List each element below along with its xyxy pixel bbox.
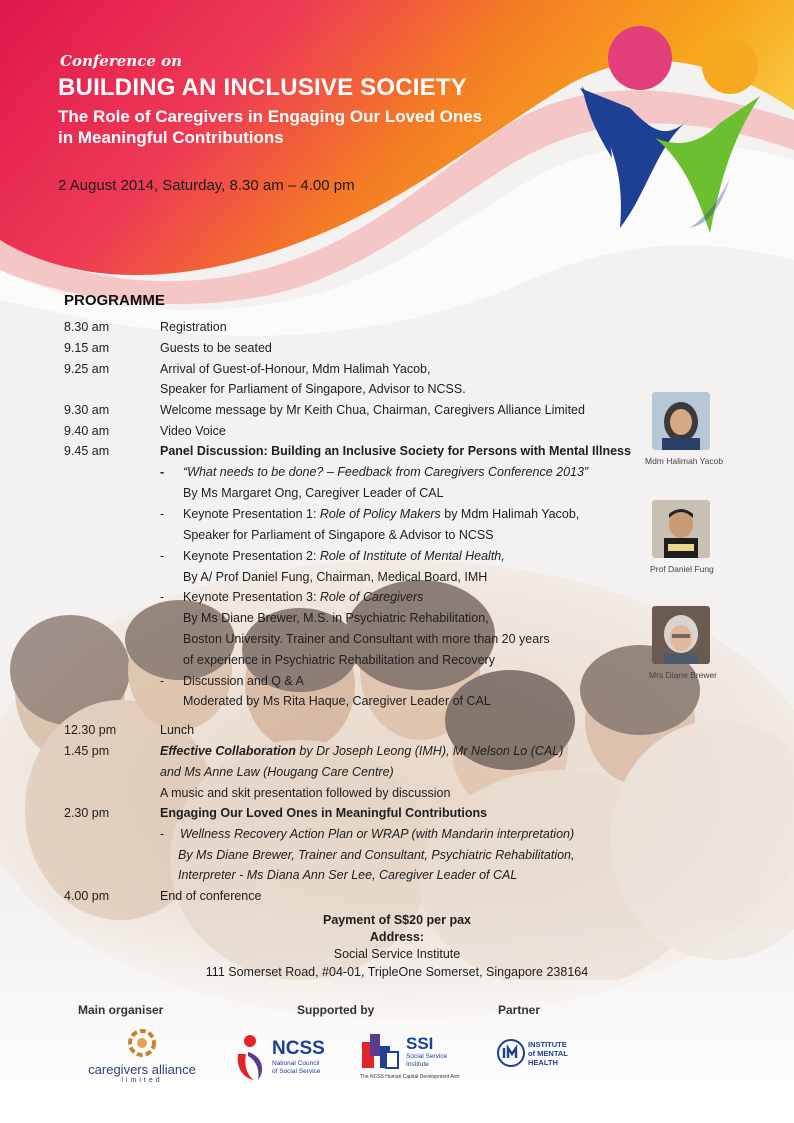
collab-title: Effective Collaboration [160, 744, 296, 758]
keynote-role: Role of Institute of Mental Health, [319, 549, 505, 563]
programme-time: 8.30 am [64, 320, 110, 334]
heading-block [58, 52, 578, 148]
keynote-label: Keynote Presentation 3: [183, 590, 320, 604]
conference-title: BUILDING AN INCLUSIVE SOCIETY [58, 74, 467, 101]
bullet-dash: - [160, 465, 165, 479]
programme-time: 2.30 pm [64, 806, 110, 820]
programme-time: 9.45 am [64, 444, 110, 458]
keynote-label: Keynote Presentation 2: [183, 549, 320, 563]
panel-item-speaker: Boston University. Trainer and Consultant with more than 20 years [183, 632, 550, 646]
bullet-dash: - [160, 590, 165, 604]
bullet-dash: - [160, 674, 165, 688]
address-label: Address: [369, 930, 425, 944]
collab-speakers: by Dr Joseph Leong (IMH), Mr Nelson Lo (CAL) [295, 744, 564, 758]
main-organiser-label: Main organiser [78, 1003, 164, 1017]
conference-figures-logo [570, 18, 770, 248]
conference-subtitle-line2: in Meaningful Contributions [58, 128, 284, 147]
supported-by-label: Supported by [297, 1003, 375, 1017]
programme-desc: Video Voice [160, 424, 226, 438]
programme-time: 4.00 pm [64, 889, 110, 903]
ssi-abbr: SSI [406, 1034, 434, 1053]
ssi-logo [360, 1030, 478, 1092]
partner-label: Partner [498, 1003, 541, 1017]
programme-desc: A music and skit presentation followed by discussion [160, 786, 451, 800]
cal-sub: limited [121, 1077, 163, 1084]
panel-item-speaker: of experience in Psychiatric Rehabilitation and Recovery [183, 653, 495, 667]
keynote-speaker: by Mdm Halimah Yacob, [440, 507, 580, 521]
conference-on-label: Conference on [60, 52, 183, 70]
imh-line1: INSTITUTE [528, 1040, 567, 1049]
panel-item-keynote-3 [183, 589, 623, 605]
panel-item-feedback: “What needs to be done? – Feedback from Caregivers Conference 2013” [183, 465, 589, 479]
programme-desc: Registration [160, 320, 227, 334]
wrap-item: Wellness Recovery Action Plan or WRAP (with Mandarin interpretation) [180, 827, 575, 841]
programme-desc: and Ms Anne Law (Hougang Care Centre) [160, 765, 394, 779]
ssi-line1: Social Service [406, 1053, 448, 1060]
cal-name: caregivers alliance [88, 1062, 196, 1077]
programme-desc: End of conference [160, 889, 262, 903]
programme-time: 9.25 am [64, 362, 110, 376]
programme-desc: Speaker for Parliament of Singapore, Advisor to NCSS. [160, 382, 466, 396]
imh-logo [496, 1036, 596, 1072]
panel-item-moderator: Moderated by Ms Rita Haque, Caregiver Leader of CAL [183, 694, 491, 708]
programme-time: 9.30 am [64, 403, 110, 417]
speaker-photo-fung [652, 500, 710, 558]
programme-desc: Arrival of Guest-of-Honour, Mdm Halimah Yacob, [160, 362, 431, 376]
panel-item-speaker: By Ms Margaret Ong, Caregiver Leader of CAL [183, 486, 444, 500]
panel-item-speaker: By A/ Prof Daniel Fung, Chairman, Medical Board, IMH [183, 570, 488, 584]
venue-name: Social Service Institute [333, 947, 461, 961]
panel-item-keynote-2 [183, 548, 623, 564]
ncss-logo [232, 1032, 342, 1084]
speaker-caption: Prof Daniel Fung [650, 564, 714, 574]
bullet-dash: - [160, 507, 165, 521]
programme-title: PROGRAMME [64, 292, 165, 309]
panel-item-discussion: Discussion and Q & A [183, 674, 304, 688]
payment-fee: Payment of S$20 per pax [323, 913, 471, 927]
speaker-caption: Mdm Halimah Yacob [645, 456, 724, 466]
panel-item-speaker: Speaker for Parliament of Singapore & Advisor to NCSS [183, 528, 494, 542]
programme-desc: Guests to be seated [160, 341, 272, 355]
imh-line2: of MENTAL [528, 1049, 568, 1058]
engage-title: Engaging Our Loved Ones in Meaningful Contributions [160, 806, 488, 820]
keynote-label: Keynote Presentation 1: [183, 507, 320, 521]
programme-desc [160, 743, 650, 759]
ncss-line2: of Social Service [272, 1068, 321, 1075]
caregivers-alliance-logo [80, 1028, 204, 1088]
bullet-dash: - [160, 827, 165, 841]
ssi-blocks-icon [360, 1030, 404, 1070]
ncss-line1: National Council [272, 1060, 320, 1067]
programme-desc: Lunch [160, 723, 195, 737]
venue-address: 111 Somerset Road, #04-01, TripleOne Somerset, Singapore 238164 [205, 965, 589, 979]
bullet-dash: - [160, 549, 165, 563]
wrap-interpreter: Interpreter - Ms Diana Ann Ser Lee, Caregiver Leader of CAL [178, 868, 518, 882]
panel-item-keynote-1 [183, 506, 623, 522]
programme-desc: Welcome message by Mr Keith Chua, Chairman, Caregivers Alliance Limited [160, 403, 585, 417]
programme-time: 12.30 pm [64, 723, 117, 737]
speaker-caption: Mrs Diane Brewer [649, 670, 718, 680]
wrap-speaker: By Ms Diane Brewer, Trainer and Consultant, Psychiatric Rehabilitation, [178, 848, 575, 862]
ncss-abbr: NCSS [272, 1038, 325, 1059]
panel-item-speaker: By Ms Diane Brewer, M.S. in Psychiatric Rehabilitation, [183, 611, 489, 625]
speaker-photo-halimah [652, 392, 710, 450]
programme-time: 1.45 pm [64, 744, 110, 758]
caregivers-alliance-emblem-icon [122, 1028, 162, 1058]
programme-time: 9.15 am [64, 341, 110, 355]
conference-date: 2 August 2014, Saturday, 8.30 am – 4.00 pm [58, 177, 355, 194]
imh-emblem-icon [496, 1038, 526, 1068]
programme-time: 9.40 am [64, 424, 110, 438]
speaker-photo-brewer [652, 606, 710, 664]
ssi-line2: Institute [406, 1061, 429, 1068]
keynote-role: Role of Policy Makers [319, 507, 441, 521]
conference-subtitle-line1: The Role of Caregivers in Engaging Our Loved Ones [58, 107, 483, 126]
keynote-role: Role of Caregivers [319, 590, 424, 604]
ncss-figure-icon [232, 1032, 272, 1084]
panel-discussion-title: Panel Discussion: Building an Inclusive Society for Persons with Mental Illness [160, 444, 631, 458]
ssi-tagline: The NCSS Human Capital Development Arm [360, 1074, 460, 1080]
imh-line3: HEALTH [528, 1058, 558, 1067]
